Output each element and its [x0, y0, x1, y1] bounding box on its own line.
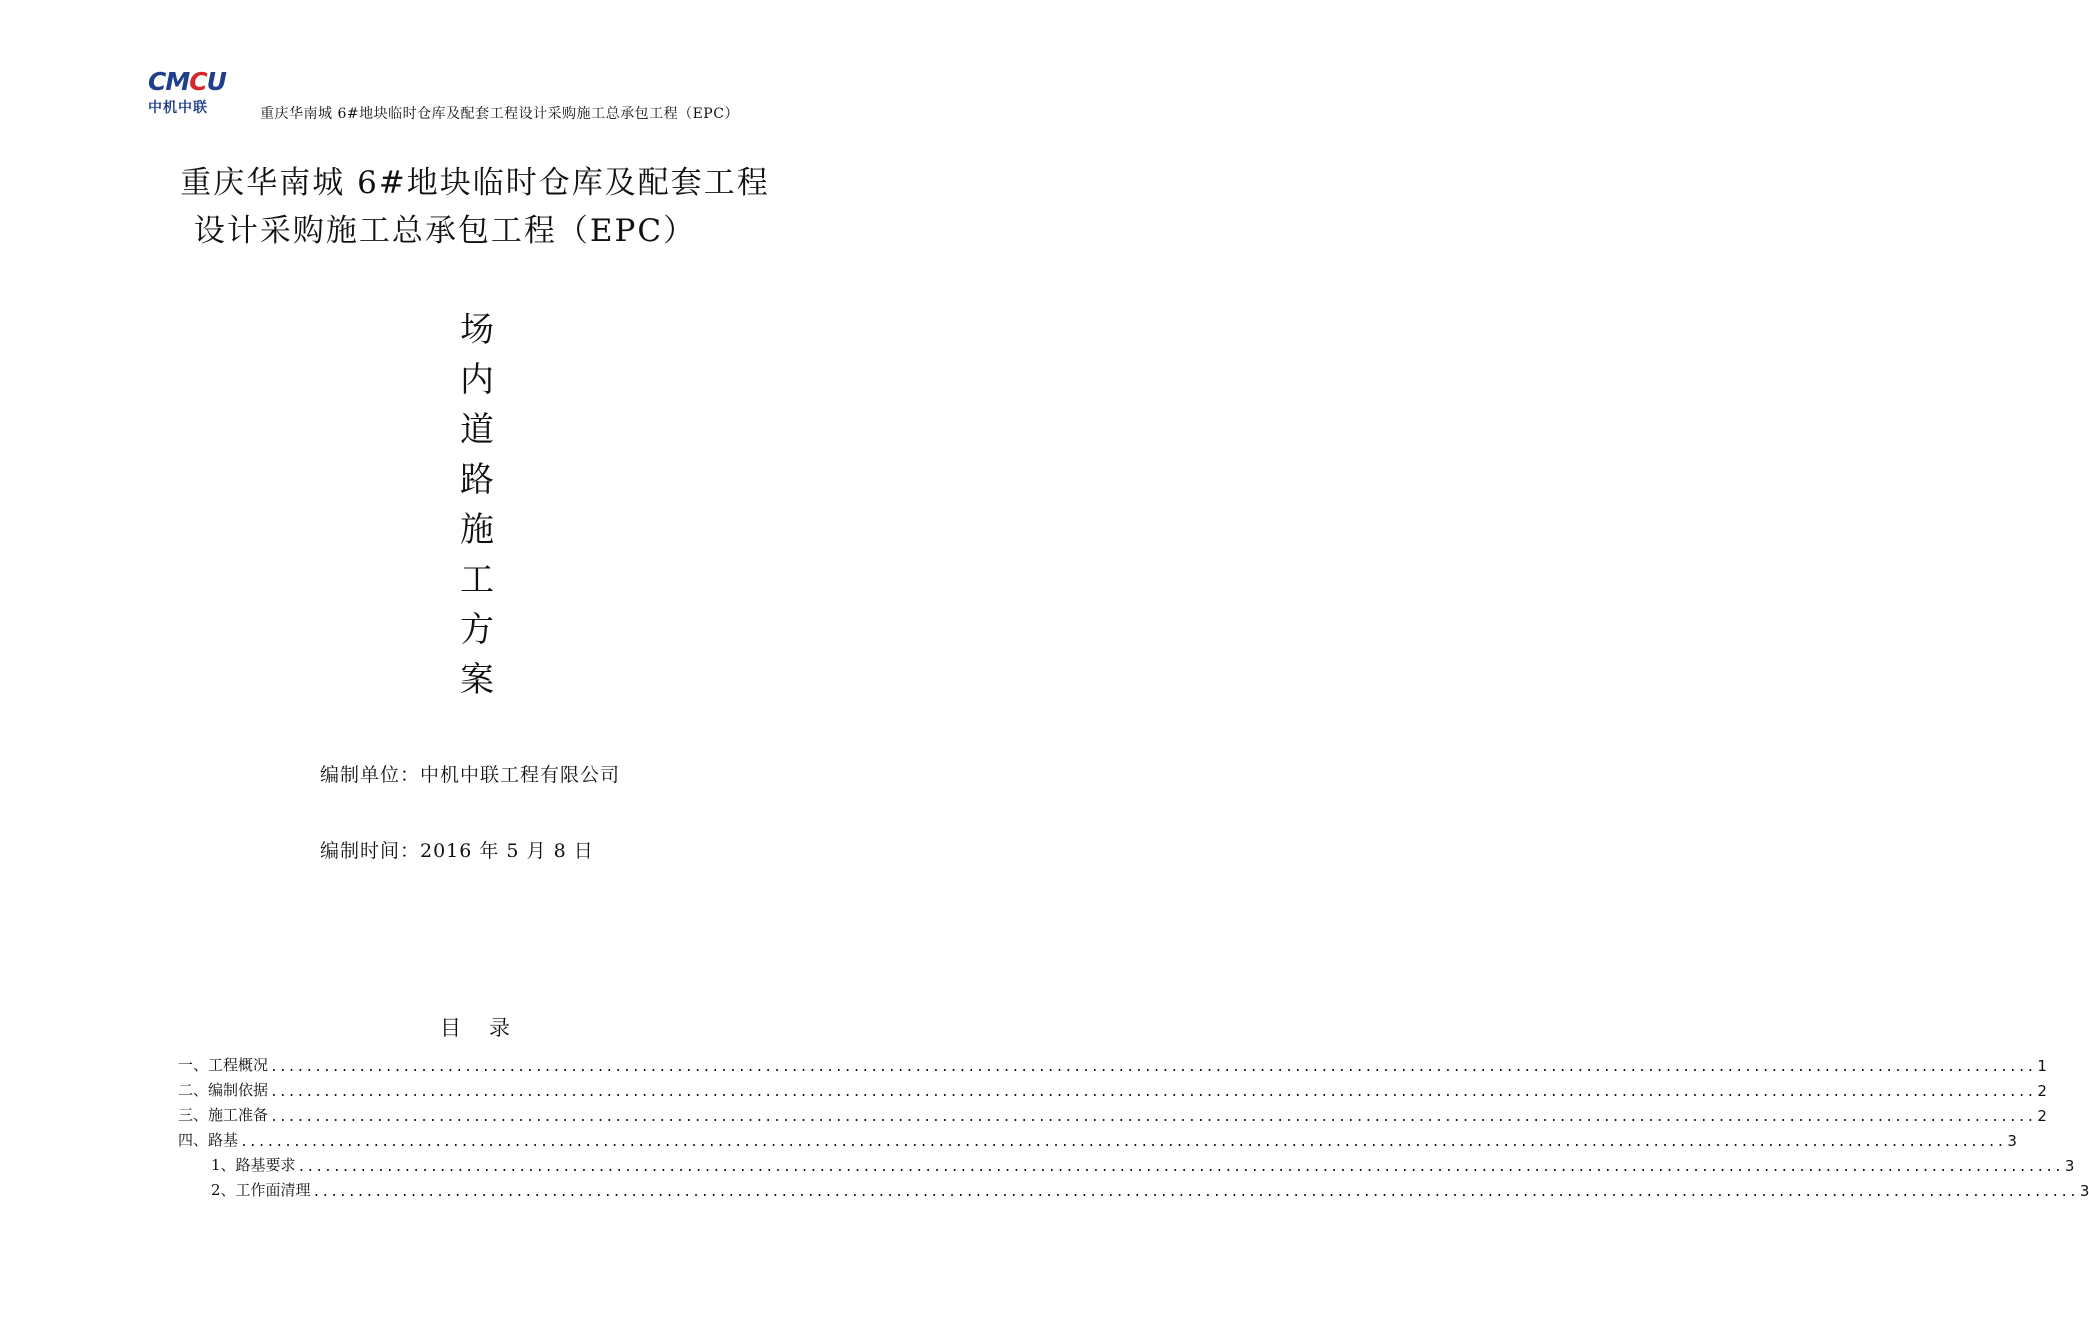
- toc-entry-page: 3: [2064, 1157, 2075, 1175]
- toc-entry[interactable]: [178, 1100, 2047, 1125]
- toc-title-char: 录: [489, 1016, 510, 1040]
- toc-entry-page: 3: [2007, 1132, 2017, 1150]
- toc-entry[interactable]: [178, 1175, 2089, 1200]
- toc-leader-dots: ........................................................................................................................................................................................................: [240, 1135, 2006, 1150]
- subtitle-char: 工: [460, 560, 494, 600]
- toc-entry[interactable]: [178, 1150, 2075, 1175]
- toc-entry-page: 1: [2037, 1057, 2047, 1075]
- logo-letter: C: [189, 67, 207, 96]
- logo-letter: U: [206, 67, 226, 96]
- table-of-contents: [178, 1050, 2089, 1200]
- toc-leader-dots: ........................................................................................................................................................................................................: [297, 1160, 2063, 1175]
- toc-entry-label: 一、工程概况: [178, 1056, 269, 1074]
- logo-mark: [148, 68, 232, 96]
- toc-entry-page: 2: [2037, 1107, 2047, 1125]
- toc-entry-label: 2、工作面清理: [211, 1181, 311, 1199]
- subtitle-char: 施: [460, 510, 494, 550]
- document-title-line-1: 重庆华南城 6#地块临时仓库及配套工程: [180, 165, 770, 201]
- logo-letter: C: [148, 67, 166, 96]
- logo-cn-text: 中机中联: [148, 100, 208, 116]
- page-header: 重庆华南城 6#地块临时仓库及配套工程设计采购施工总承包工程（EPC）: [260, 106, 739, 122]
- toc-entry-label: 四、路基: [178, 1131, 239, 1149]
- toc-leader-dots: ........................................................................................................................................................................................................: [270, 1060, 2036, 1075]
- toc-entry-label: 1、路基要求: [211, 1156, 296, 1174]
- subtitle-char: 场: [460, 310, 494, 350]
- toc-entry[interactable]: [178, 1075, 2047, 1100]
- compiling-unit: 编制单位：中机中联工程有限公司: [320, 764, 621, 786]
- subtitle-char: 案: [460, 660, 494, 700]
- toc-entry-page: 3: [2079, 1182, 2089, 1200]
- cmcu-logo: [148, 68, 232, 117]
- toc-entry[interactable]: [178, 1050, 2047, 1075]
- toc-entry-label: 二、编制依据: [178, 1081, 269, 1099]
- toc-entry-label: 三、施工准备: [178, 1106, 269, 1124]
- subtitle-char: 路: [460, 460, 494, 500]
- toc-title-char: 目: [440, 1016, 461, 1040]
- vertical-subtitle: [455, 305, 499, 705]
- logo-letter: M: [165, 67, 190, 96]
- toc-leader-dots: ........................................................................................................................................................................................................: [270, 1085, 2036, 1100]
- subtitle-char: 内: [460, 360, 494, 400]
- toc-entry[interactable]: [178, 1125, 2017, 1150]
- subtitle-char: 方: [460, 610, 494, 650]
- toc-leader-dots: ........................................................................................................................................................................................................: [312, 1185, 2078, 1200]
- toc-entry-page: 2: [2037, 1082, 2047, 1100]
- document-title-line-2: 设计采购施工总承包工程（EPC）: [193, 213, 697, 249]
- compiling-date: 编制时间：2016 年 5 月 8 日: [320, 840, 594, 862]
- toc-title: [440, 1012, 510, 1042]
- subtitle-char: 道: [460, 410, 494, 450]
- toc-leader-dots: ........................................................................................................................................................................................................: [270, 1110, 2036, 1125]
